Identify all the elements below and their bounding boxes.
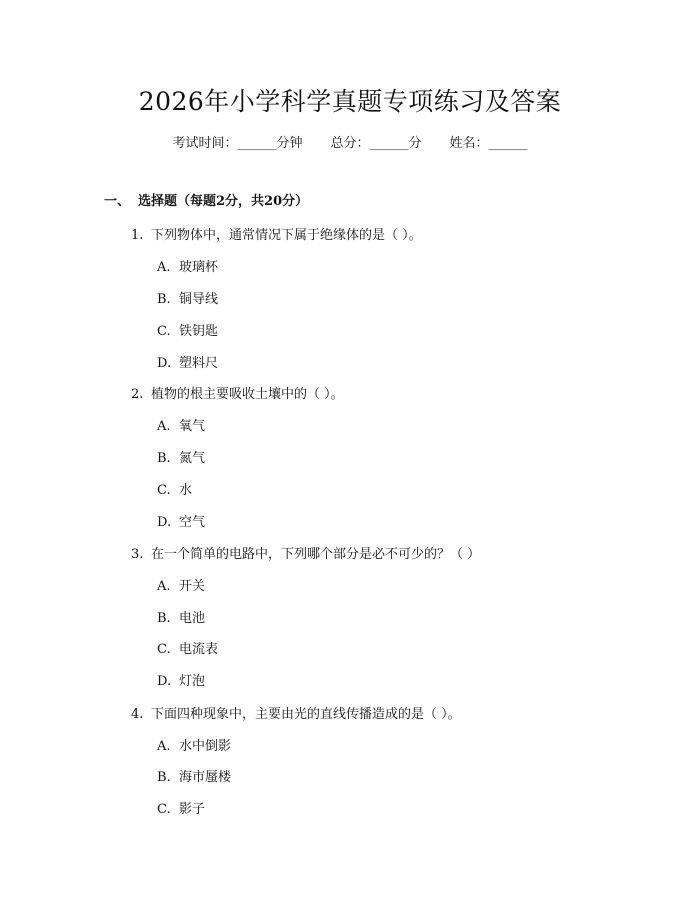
option-text: 铁钥匙: [179, 324, 219, 339]
question: [131, 543, 480, 562]
option-text: 影子: [179, 802, 206, 817]
question: [131, 383, 344, 402]
option-letter: B.: [157, 451, 171, 466]
question-option: [157, 511, 205, 530]
question-option: [157, 447, 205, 466]
question-option: [157, 415, 205, 434]
option-text: 塑料尺: [179, 356, 219, 371]
exam-meta: [0, 132, 700, 151]
question-option: [157, 479, 192, 498]
option-letter: C.: [157, 324, 171, 339]
student-name: 姓名：______: [449, 136, 528, 151]
option-letter: A.: [157, 579, 171, 594]
option-text: 水中倒影: [179, 739, 232, 754]
question-text: 植物的根主要吸收土壤中的（ ）。: [151, 387, 344, 402]
option-letter: B.: [157, 611, 171, 626]
question-option: [157, 735, 231, 754]
question-text: 下列物体中，通常情况下属于绝缘体的是（ ）。: [151, 228, 422, 243]
option-letter: B.: [157, 292, 171, 307]
exam-total-score: 总分：______分: [330, 136, 422, 151]
question-number: 2.: [131, 387, 144, 402]
page-title: 2026年小学科学真题专项练习及答案: [138, 87, 562, 116]
option-text: 海市蜃楼: [179, 770, 232, 785]
option-text: 铜导线: [179, 292, 219, 307]
option-letter: D.: [157, 674, 172, 689]
option-text: 水: [179, 483, 193, 498]
question: [131, 224, 422, 243]
option-letter: D.: [157, 515, 172, 530]
option-text: 开关: [179, 579, 206, 594]
option-text: 电流表: [179, 642, 219, 657]
option-text: 氧气: [179, 419, 206, 434]
question-option: [157, 352, 218, 371]
option-letter: A.: [157, 739, 171, 754]
question-option: [157, 288, 218, 307]
question-option: [157, 256, 218, 275]
question-number: 1.: [131, 228, 144, 243]
question-option: [157, 798, 205, 817]
question-number: 4.: [131, 707, 144, 722]
option-letter: C.: [157, 802, 171, 817]
question-option: [157, 575, 205, 594]
option-letter: C.: [157, 483, 171, 498]
option-text: 氮气: [179, 451, 206, 466]
section-number: 一、: [104, 194, 131, 209]
question-text: 在一个简单的电路中，下列哪个部分是必不可少的？（ ）: [151, 547, 481, 562]
question-option: [157, 607, 205, 626]
option-letter: A.: [157, 419, 171, 434]
exam-time: 考试时间：______分钟: [172, 136, 303, 151]
question-option: [157, 670, 205, 689]
question-option: [157, 766, 231, 785]
option-text: 电池: [179, 611, 206, 626]
section-heading: [104, 190, 308, 209]
option-text: 空气: [179, 515, 206, 530]
option-letter: B.: [157, 770, 171, 785]
option-text: 灯泡: [179, 674, 206, 689]
option-letter: C.: [157, 642, 171, 657]
option-text: 玻璃杯: [179, 260, 219, 275]
question-number: 3.: [131, 547, 144, 562]
question-text: 下面四种现象中，主要由光的直线传播造成的是（ ）。: [151, 707, 461, 722]
section-title: 选择题（每题2分，共20分）: [138, 194, 309, 209]
option-letter: D.: [157, 356, 172, 371]
question-option: [157, 320, 218, 339]
option-letter: A.: [157, 260, 171, 275]
question: [131, 703, 461, 722]
question-option: [157, 638, 218, 657]
